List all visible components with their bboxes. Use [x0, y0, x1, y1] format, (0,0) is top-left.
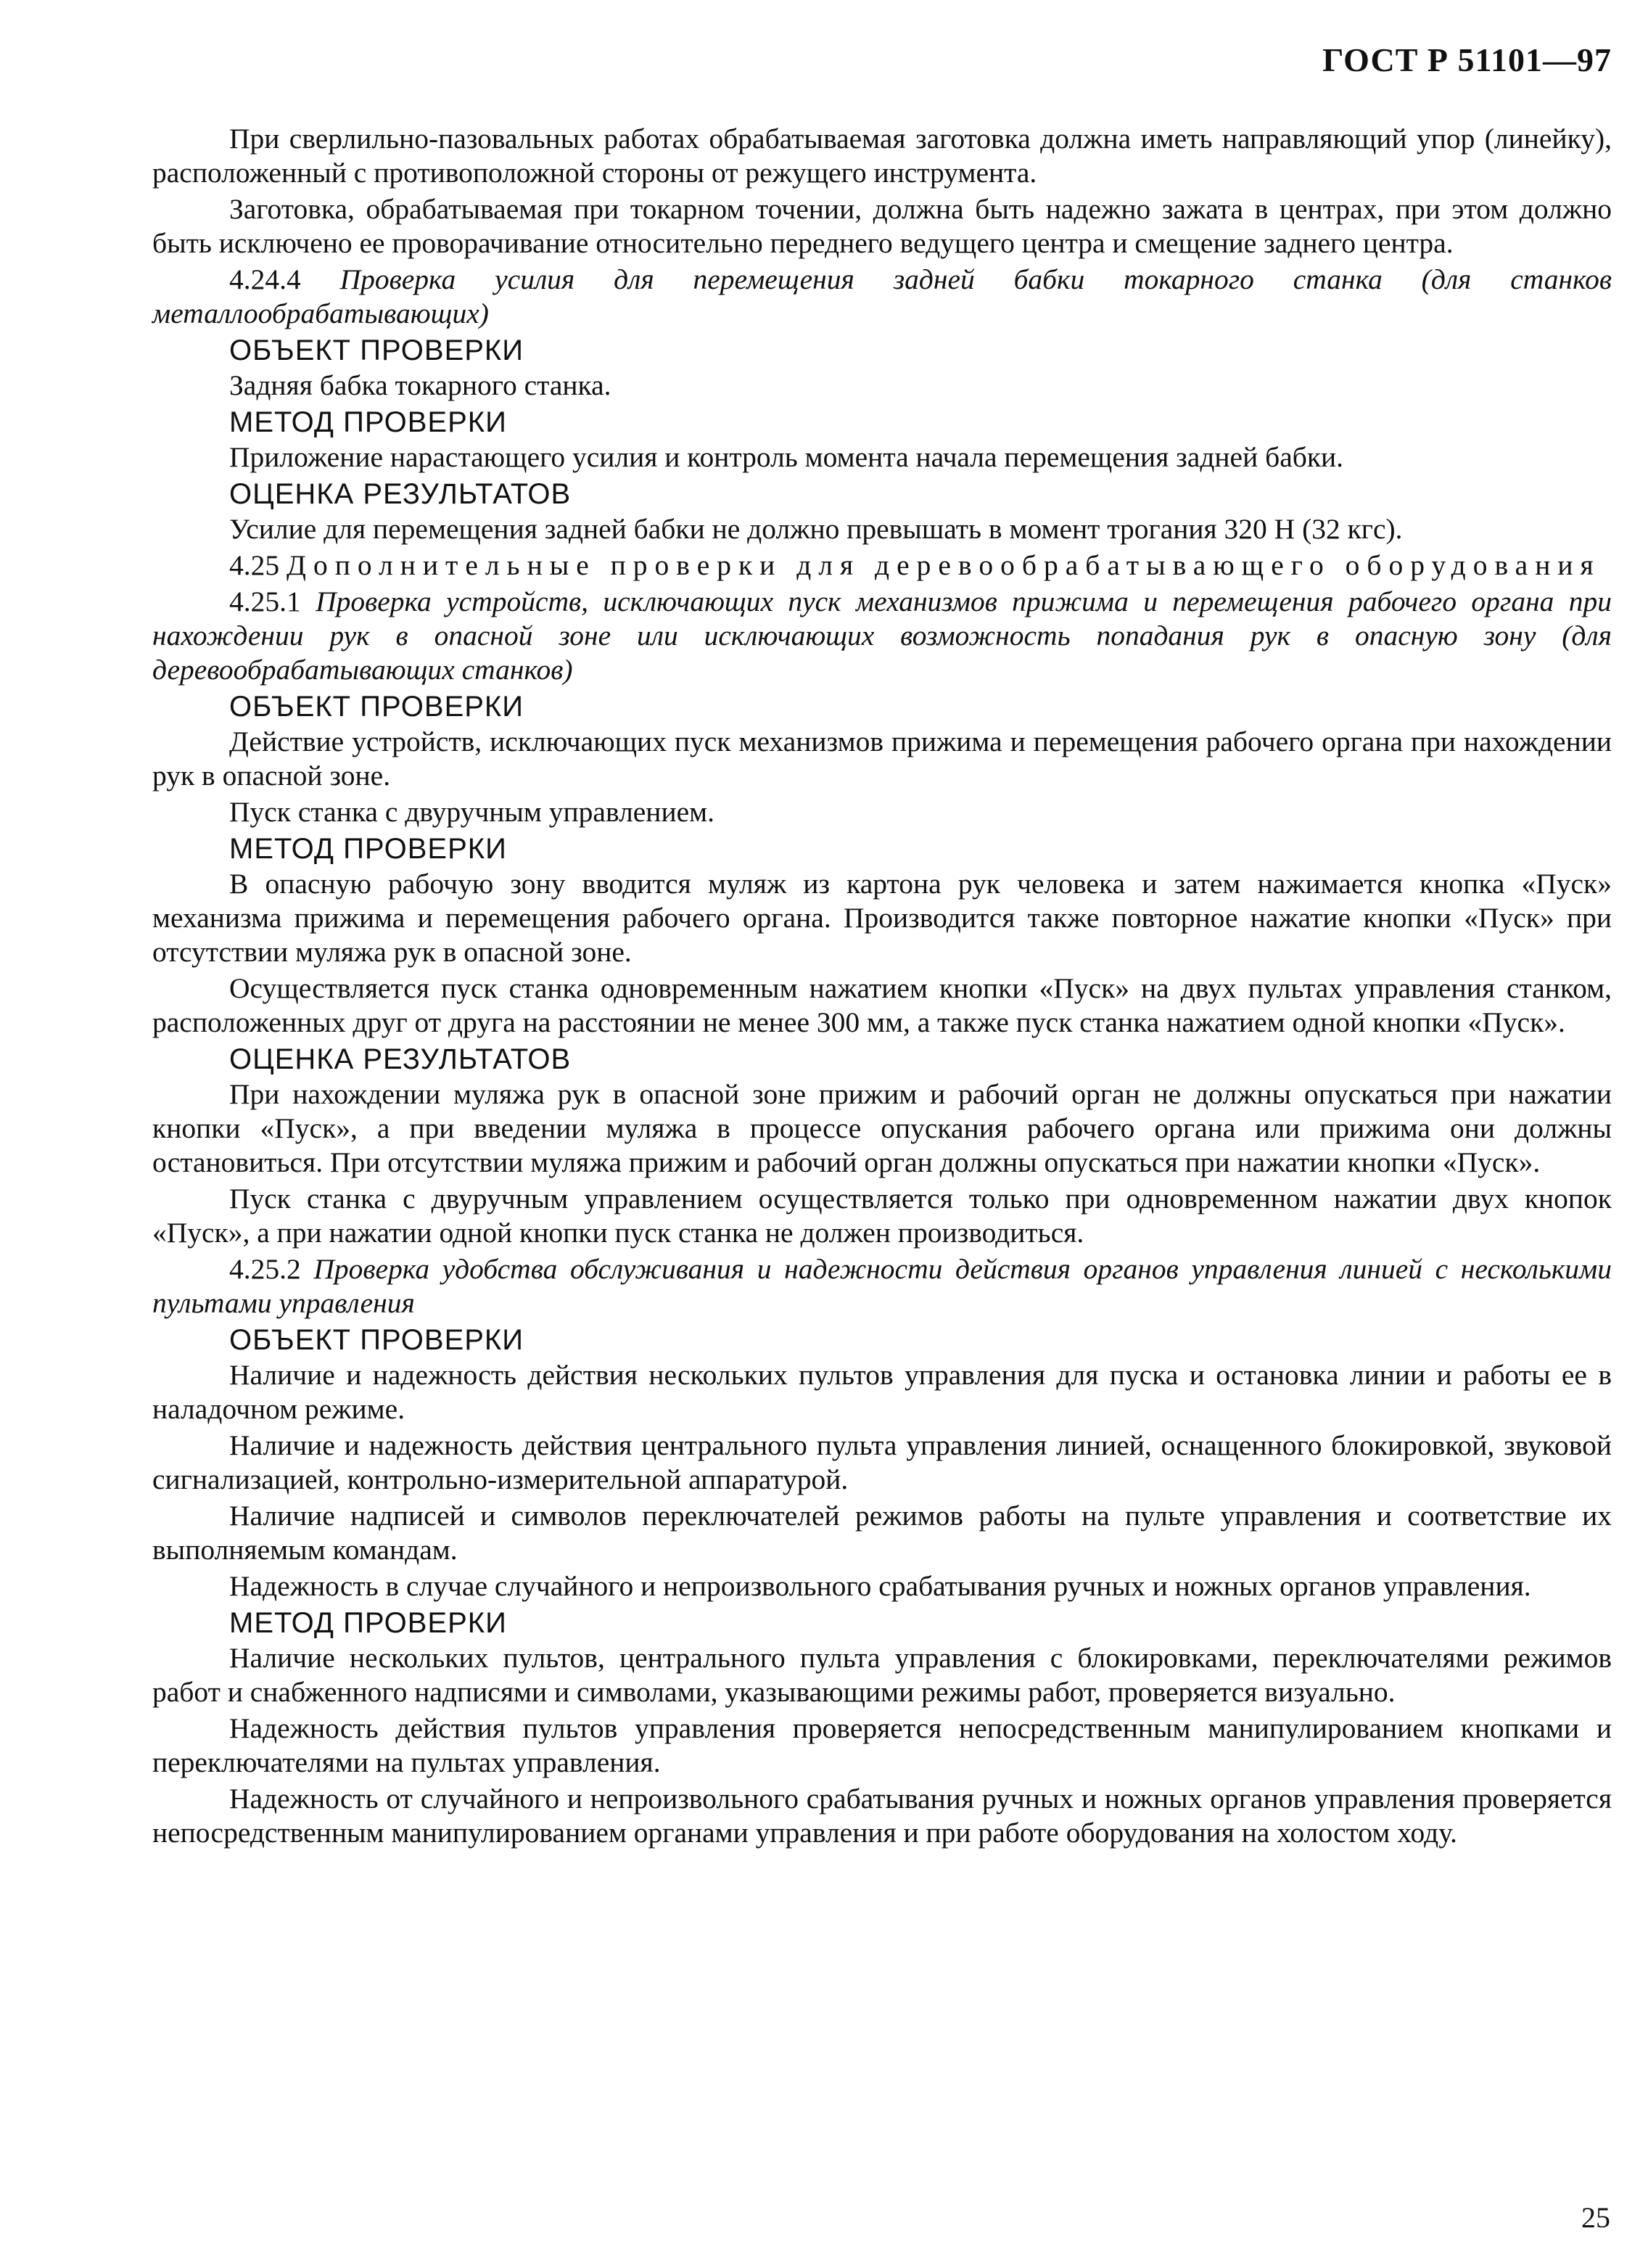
paragraph: Надежность действия пультов управления проверяется непосредственным манипулированием кнопками и переключателями на пультах управления.	[152, 1712, 1612, 1778]
document-body	[152, 122, 1612, 1852]
paragraph: Действие устройств, исключающих пуск механизмов прижима и перемещения рабочего органа при нахождении рук в опасной зоне.	[152, 726, 1612, 792]
document-code-header: ГОСТ Р 51101—97	[1322, 41, 1612, 78]
clause-title: Дополнительные проверки для деревообрабатывающего оборудования	[287, 549, 1601, 581]
paragraph: Осуществляется пуск станка одновременным нажатием кнопки «Пуск» на двух пультах управления станком, расположенных друг от друга на расстоянии не менее 300 мм, а также пуск станка нажатием одной кнопки «Пуск».	[152, 972, 1612, 1038]
paragraph: Задняя бабка токарного станка.	[229, 369, 611, 401]
paragraph: Надежность от случайного и непроизвольного срабатывания ручных и ножных органов управления проверяется непосредственным манипулированием органами управления и при работе оборудования на холостом ходу.	[152, 1783, 1612, 1849]
paragraph: При сверлильно-пазовальных работах обрабатываемая заготовка должна иметь направляющий упор (линейку), расположенный с противоположной стороны от режущего инструмента.	[152, 123, 1612, 189]
paragraph: Наличие и надежность действия центрального пульта управления линией, оснащенного блокировкой, звуковой сигнализацией, контрольно-измерительной аппаратурой.	[152, 1429, 1612, 1495]
subsection-heading: ОЦЕНКА РЕЗУЛЬТАТОВ	[229, 478, 572, 510]
subsection-heading: ОБЪЕКТ ПРОВЕРКИ	[229, 1324, 524, 1356]
clause-number: 4.25.1	[229, 586, 301, 617]
paragraph: Наличие и надежность действия нескольких пультов управления для пуска и остановка линии и работы ее в наладочном режиме.	[152, 1359, 1612, 1425]
section-heading	[152, 548, 1612, 583]
clause-number: 4.25	[229, 549, 280, 581]
subsection-heading: ОЦЕНКА РЕЗУЛЬТАТОВ	[229, 1043, 572, 1075]
paragraph: Наличие надписей и символов переключателей режимов работы на пульте управления и соответствие их выполняемым командам.	[152, 1500, 1612, 1566]
clause-title: Проверка устройств, исключающих пуск механизмов прижима и перемещения рабочего органа при нахождении рук в опасной зоне или исключающих возможность попадания рук в опасную зону (для деревообрабатывающих станков)	[152, 586, 1612, 686]
clause-heading	[152, 585, 1612, 687]
clause-title: Проверка удобства обслуживания и надежности действия органов управления линией с несколькими пультами управления	[152, 1253, 1612, 1319]
paragraph: Заготовка, обрабатываемая при токарном точении, должна быть надежно зажата в центрах, при этом должно быть исключено ее проворачивание относительно переднего ведущего центра и смещение заднего центра.	[152, 193, 1612, 259]
clause-number: 4.25.2	[229, 1253, 301, 1285]
subsection-heading: МЕТОД ПРОВЕРКИ	[229, 406, 507, 438]
subsection-heading: ОБЪЕКТ ПРОВЕРКИ	[229, 334, 524, 366]
clause-heading	[152, 1252, 1612, 1320]
paragraph: Пуск станка с двуручным управлением осуществляется только при одновременном нажатии двух кнопок «Пуск», а при нажатии одной кнопки пуск станка не должен производиться.	[152, 1183, 1612, 1249]
page-number: 25	[1581, 2201, 1610, 2234]
paragraph: В опасную рабочую зону вводится муляж из картона рук человека и затем нажимается кнопка «Пуск» механизма прижима и перемещения рабочего органа. Производится также повторное нажатие кнопки «Пуск» при отсутствии муляжа рук в опасной зоне.	[152, 868, 1612, 968]
clause-number: 4.24.4	[229, 263, 301, 295]
paragraph: Надежность в случае случайного и непроизвольного срабатывания ручных и ножных органов управления.	[229, 1570, 1531, 1602]
subsection-heading: МЕТОД ПРОВЕРКИ	[229, 833, 507, 865]
paragraph: Приложение нарастающего усилия и контроль момента начала перемещения задней бабки.	[229, 441, 1344, 473]
paragraph: При нахождении муляжа рук в опасной зоне прижим и рабочий орган не должны опускаться при нажатии кнопки «Пуск», а при введении муляжа в процессе опускания рабочего органа или прижима они должны остановиться. При отсутствии муляжа прижим и рабочий орган должны опускаться при нажатии кнопки «Пуск».	[152, 1078, 1612, 1178]
paragraph: Усилие для перемещения задней бабки не должно превышать в момент трогания 320 Н (32 кгс).	[229, 513, 1403, 545]
subsection-heading: МЕТОД ПРОВЕРКИ	[229, 1607, 507, 1639]
paragraph: Пуск станка с двуручным управлением.	[229, 796, 714, 828]
subsection-heading: ОБЪЕКТ ПРОВЕРКИ	[229, 691, 524, 723]
clause-title: Проверка усилия для перемещения задней бабки токарного станка (для станков металлообрабатывающих)	[152, 263, 1612, 329]
paragraph: Наличие нескольких пультов, центрального пульта управления с блокировками, переключателями режимов работ и снабженного надписями и символами, указывающими режимы работ, проверяется визуально.	[152, 1642, 1612, 1708]
clause-heading	[152, 263, 1612, 331]
